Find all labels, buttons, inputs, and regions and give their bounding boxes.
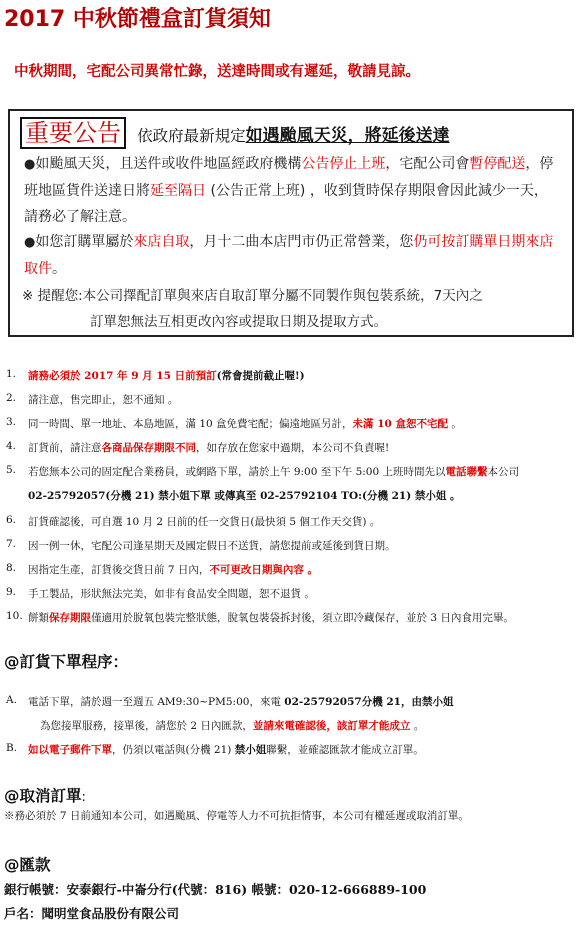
typhoon-red-3: 延至隔日 xyxy=(150,183,206,199)
rule-text: 因指定生產，訂貨後交貨日前 7 日內， xyxy=(28,564,210,576)
bullet-icon: ● xyxy=(24,157,36,172)
bullet-icon: ● xyxy=(24,235,36,250)
cancel-heading-text: @取消訂單 xyxy=(4,787,82,805)
rule-highlight: 電話聯繫 xyxy=(445,466,488,478)
typhoon-text-4: (公告正常上班) ，收到貨時保存期限會因此減少一天，請務必了解注意。 xyxy=(24,183,548,225)
rule-number: 4. xyxy=(6,440,17,452)
rule-highlight: 保存期限 xyxy=(49,612,91,624)
rule-text: 訂貨確認後，可自選 10 月 2 日前的任一交貨日(最快須 5 個工作天交貨) 。 xyxy=(28,516,381,528)
announcement-remark-line-2: 訂單恕無法互相更改內容或提取日期及提取方式。 xyxy=(90,314,387,330)
step-text-end: 。 xyxy=(410,720,425,732)
rule-text: 訂貨前，請注意 xyxy=(28,442,102,454)
typhoon-red-2: 暫停配送 xyxy=(469,156,526,172)
typhoon-text-1: 如颱風天災，且送件或收件地區經政府機構 xyxy=(35,156,302,172)
step-text: 為您接單服務，接單後，請您於 2 日內匯款， xyxy=(40,720,253,732)
rule-highlight: 各商品保存期限不同 xyxy=(101,442,196,454)
announcement-remark-line-1: ※ 提醒您:本公司擇配訂單與來店自取訂單分屬不同製作與包裝系統，7天內之 xyxy=(22,288,483,304)
remittance-heading: @匯款 xyxy=(4,856,51,874)
announcement-tag: 重要公告 xyxy=(20,117,126,149)
pickup-red-1: 來店自取 xyxy=(133,234,190,250)
step-highlight: 並請來電確認後，該訂單才能成立 xyxy=(252,720,411,732)
step-text: 電話下單，請於週一至週五 AM9:30~PM5:00，來電 xyxy=(28,696,285,708)
rule-number: 8. xyxy=(6,562,17,574)
rule-text-end: ，如存放在您家中過期，本公司不負責喔! xyxy=(196,442,390,454)
step-text-end: 聯繫，並確認匯款才能成立訂單。 xyxy=(266,744,424,756)
step-phone: 02-25792057分機 21，由禁小姐 xyxy=(284,696,454,708)
typhoon-text-2: ，宅配公司會 xyxy=(385,156,470,172)
rule-number: 3. xyxy=(6,416,17,428)
rule-contact-line: 02-25792057(分機 21) 禁小姐下單 或傳真至 02-25792104 TO:(分機 21) 禁小姐 。 xyxy=(28,490,461,502)
announcement-point-pickup xyxy=(24,229,560,282)
rule-text-end: 。 xyxy=(303,564,319,576)
pickup-text-2: ，月十二曲本店門市仍正常營業，您 xyxy=(189,234,414,250)
rule-text-end: (常會提前截止喔!) xyxy=(216,370,305,382)
important-announcement-box xyxy=(8,109,574,337)
step-number: B. xyxy=(6,742,18,754)
typhoon-text-3: ，停班地區貨件送達日將 xyxy=(24,156,554,199)
announcement-header xyxy=(20,117,450,149)
rule-text: 請注意，售完即止，恕不通知 。 xyxy=(28,394,179,406)
step-highlight: 如以電子郵件下單 xyxy=(28,744,112,756)
rule-text-end: 僅適用於脫氧包裝完整狀態，脫氧包裝袋拆封後，須立即冷藏保存，並於 3 日內食用完畢。 xyxy=(91,612,514,624)
step-text: ，仍須以電話與(分機 21) xyxy=(112,744,235,756)
rule-number: 9. xyxy=(6,586,17,598)
rule-number: 6. xyxy=(6,514,17,526)
step-contact: 禁小姐 xyxy=(234,744,267,756)
rule-number: 1. xyxy=(6,368,17,380)
rule-highlight: 不可更改日期與內容 xyxy=(209,564,304,576)
announcement-subtitle-emphasis: 如遇颱風天災，將延後送達 xyxy=(245,125,450,146)
rule-text: 餅類 xyxy=(28,612,49,624)
rule-text: 同一時間、單一地址、本島地區，滿 10 盒免費宅配；偏遠地區另計， xyxy=(28,418,353,430)
rule-text: 因一例一休，宅配公司逢星期天及國定假日不送貨，請您提前或延後到貨日期。 xyxy=(28,540,396,552)
rule-text: 若您無本公司的固定配合業務員，或網路下單，請於上午 9:00 至下午 5:00 上班時間先以 xyxy=(28,466,446,478)
account-holder: 戶名：聞明堂食品股份有限公司 xyxy=(4,906,180,921)
rule-text: 手工製品，形狀無法完美，如非有食品安全問題，恕不退貨 。 xyxy=(28,588,315,600)
pickup-red-2: 仍可按訂購單日期來店取件 xyxy=(24,234,554,277)
announcement-subtitle xyxy=(137,127,450,145)
rule-text-end: 。 xyxy=(447,418,462,430)
rule-number: 7. xyxy=(6,538,17,550)
rule-number: 5. xyxy=(6,464,17,476)
announcement-subtitle-prefix: 依政府最新規定 xyxy=(137,126,246,145)
step-number: A. xyxy=(6,694,17,706)
rule-number: 10. xyxy=(6,610,23,622)
pickup-text-3: 。 xyxy=(52,261,66,277)
rule-highlight: 請務必須於 2017 年 9 月 15 日前預訂 xyxy=(28,370,217,382)
cancel-order-heading xyxy=(4,784,86,806)
announcement-point-typhoon xyxy=(24,151,560,230)
page-title: 2017 中秋節禮盒訂貨須知 xyxy=(4,7,271,32)
bank-account: 銀行帳號：安泰銀行-中崙分行(代號：816) 帳號：020-12-666889-100 xyxy=(4,882,427,897)
typhoon-red-1: 公告停止上班 xyxy=(301,156,386,172)
order-procedure-heading: @訂貨下單程序： xyxy=(4,653,129,671)
rule-text-end: 本公司 xyxy=(487,466,520,478)
cancel-heading-colon: : xyxy=(81,790,86,805)
rule-number: 2. xyxy=(6,392,17,404)
rule-highlight: 未滿 10 盒恕不宅配 xyxy=(352,418,448,430)
pickup-text-1: 如您訂購單屬於 xyxy=(35,234,134,250)
cancel-order-text: ※務必須於 7 日前通知本公司，如遇颱風、停電等人力不可抗拒情事，本公司有權延遲或取消訂單。 xyxy=(4,810,469,822)
holiday-notice: 中秋期間，宅配公司異常忙錄，送達時間或有遲延，敬請見諒。 xyxy=(14,64,420,80)
